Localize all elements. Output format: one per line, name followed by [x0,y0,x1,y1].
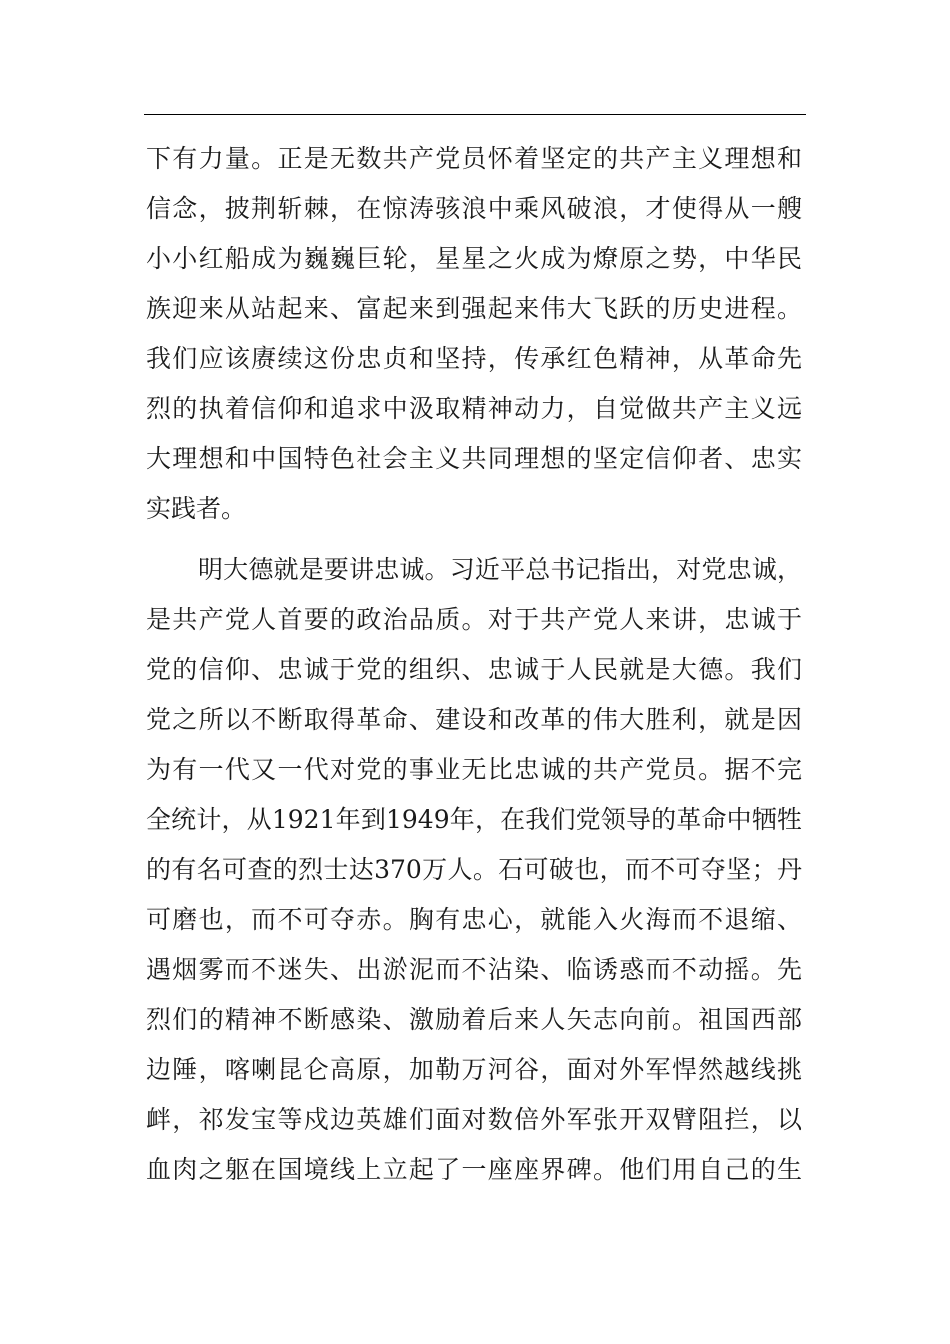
text-line: 衅，祁发宝等戍边英雄们面对数倍外军张开双臂阻拦，以 [146,1105,802,1134]
text-line: 遇烟雾而不迷失、出淤泥而不沾染、临诱惑而不动摇。先 [146,955,802,984]
text-line: 族迎来从站起来、富起来到强起来伟大飞跃的历史进程。 [146,294,802,323]
text-line: 党的信仰、忠诚于党的组织、忠诚于人民就是大德。我们 [146,655,802,684]
text-line: 烈的执着信仰和追求中汲取精神动力，自觉做共产主义远 [146,394,802,423]
text-line: 小小红船成为巍巍巨轮，星星之火成为燎原之势，中华民 [146,244,802,273]
text-line: 的有名可查的烈士达370万人。石可破也，而不可夺坚；丹 [146,855,802,884]
text-line: 是共产党人首要的政治品质。对于共产党人来讲，忠诚于 [146,605,802,634]
text-line: 大理想和中国特色社会主义共同理想的坚定信仰者、忠实 [146,444,802,473]
text-line: 党之所以不断取得革命、建设和改革的伟大胜利，就是因 [146,705,802,734]
text-line: 可磨也，而不可夺赤。胸有忠心，就能入火海而不退缩、 [146,905,802,934]
text-line: 烈们的精神不断感染、激励着后来人矢志向前。祖国西部 [146,1005,802,1034]
text-line: 全统计，从1921年到1949年，在我们党领导的革命中牺牲 [146,805,802,834]
text-line: 为有一代又一代对党的事业无比忠诚的共产党员。据不完 [146,755,802,784]
text-line: 下有力量。正是无数共产党员怀着坚定的共产主义理想和 [146,144,802,173]
text-line: 实践者。 [146,494,247,523]
header-rule [144,114,806,115]
text-line: 我们应该赓续这份忠贞和坚持，传承红色精神，从革命先 [146,344,802,373]
text-line: 明大德就是要讲忠诚。习近平总书记指出，对党忠诚， [198,555,802,584]
text-line: 血肉之躯在国境线上立起了一座座界碑。他们用自己的生 [146,1155,802,1184]
text-line: 信念，披荆斩棘，在惊涛骇浪中乘风破浪，才使得从一艘 [146,194,802,223]
text-line: 边陲，喀喇昆仑高原，加勒万河谷，面对外军悍然越线挑 [146,1055,802,1084]
